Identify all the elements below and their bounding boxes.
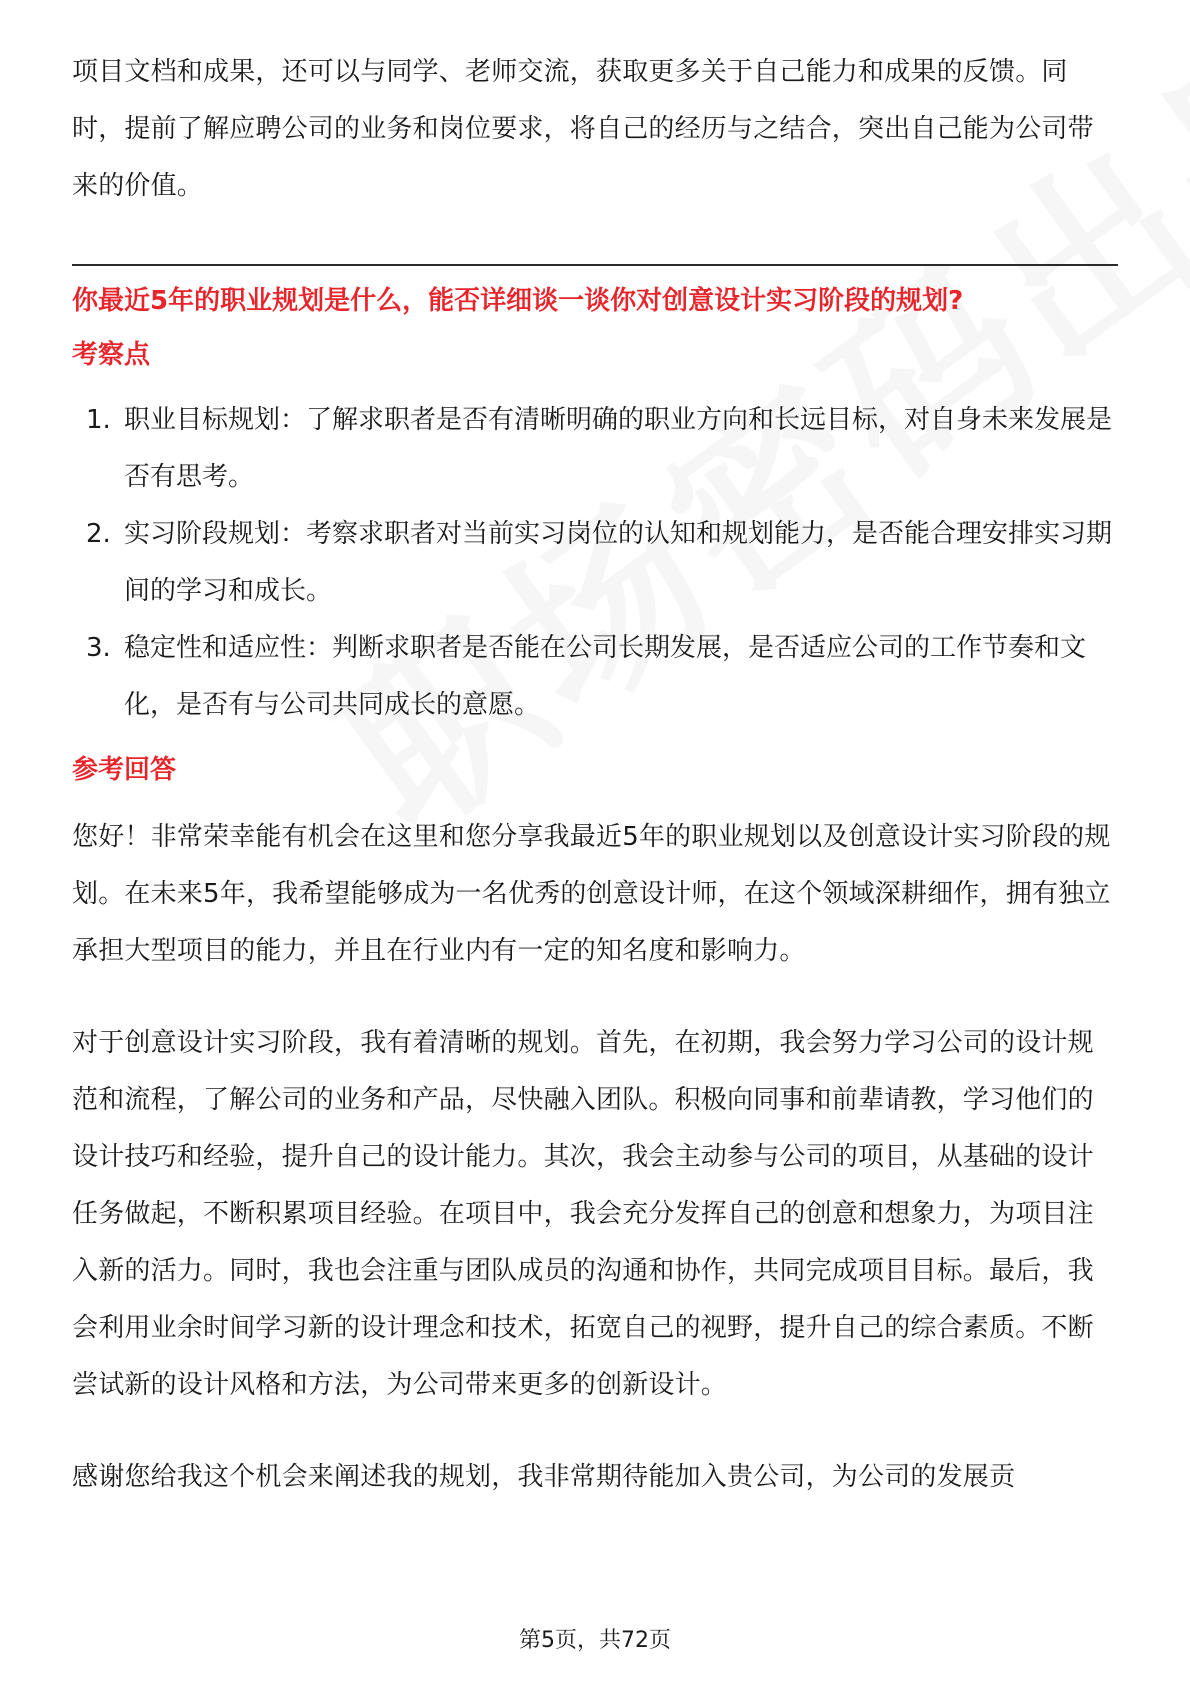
list-item xyxy=(72,392,1118,506)
list-item-number: 1. xyxy=(86,405,111,435)
document-page xyxy=(72,44,1118,1506)
list-item-text: 实习阶段规划：考察求职者对当前实习岗位的认知和规划能力，是否能合理安排实习期间的学习和成长。 xyxy=(124,519,1113,606)
points-list xyxy=(72,392,1118,734)
list-item-number: 3. xyxy=(86,633,111,663)
answer-heading: 参考回答 xyxy=(72,755,177,785)
answer-paragraph: 对于创意设计实习阶段，我有着清晰的规划。首先，在初期，我会努力学习公司的设计规范和流程，了解公司的业务和产品，尽快融入团队。积极向同事和前辈请教，学习他们的设计技巧和经验，提升自己的设计能力。其次，我会主动参与公司的项目，从基础的设计任务做起，不断积累项目经验。在项目中，我会充分发挥自己的创意和想象力，为项目注入新的活力。同时，我也会注重与团队成员的沟通和协作，共同完成项目目标。最后，我会利用业余时间学习新的设计理念和技术，拓宽自己的视野，提升自己的综合素质。不断尝试新的设计风格和方法，为公司带来更多的创新设计。 xyxy=(72,1028,1094,1400)
list-item-text: 稳定性和适应性：判断求职者是否能在公司长期发展，是否适应公司的工作节奏和文化，是否有与公司共同成长的意愿。 xyxy=(124,633,1087,720)
intro-paragraph: 项目文档和成果，还可以与同学、老师交流，获取更多关于自己能力和成果的反馈。同时，提前了解应聘公司的业务和岗位要求，将自己的经历与之结合，突出自己能为公司带来的价值。 xyxy=(72,57,1094,201)
list-item xyxy=(72,620,1118,734)
answer-paragraph: 感谢您给我这个机会来阐述我的规划，我非常期待能加入贵公司，为公司的发展贡 xyxy=(72,1462,1016,1492)
list-item-text: 职业目标规划：了解求职者是否有清晰明确的职业方向和长远目标，对自身未来发展是否有思考。 xyxy=(124,405,1113,492)
list-item-number: 2. xyxy=(86,519,111,549)
page-number: 第5页，共72页 xyxy=(519,1628,671,1653)
points-heading: 考察点 xyxy=(72,340,151,370)
answer-paragraph: 您好！非常荣幸能有机会在这里和您分享我最近5年的职业规划以及创意设计实习阶段的规划。在未来5年，我希望能够成为一名优秀的创意设计师，在这个领域深耕细作，拥有独立承担大型项目的能力，并且在行业内有一定的知名度和影响力。 xyxy=(72,822,1111,966)
section-divider xyxy=(72,264,1118,266)
question-title: 你最近5年的职业规划是什么，能否详细谈一谈你对创意设计实习阶段的规划? xyxy=(72,286,964,316)
list-item xyxy=(72,506,1118,620)
